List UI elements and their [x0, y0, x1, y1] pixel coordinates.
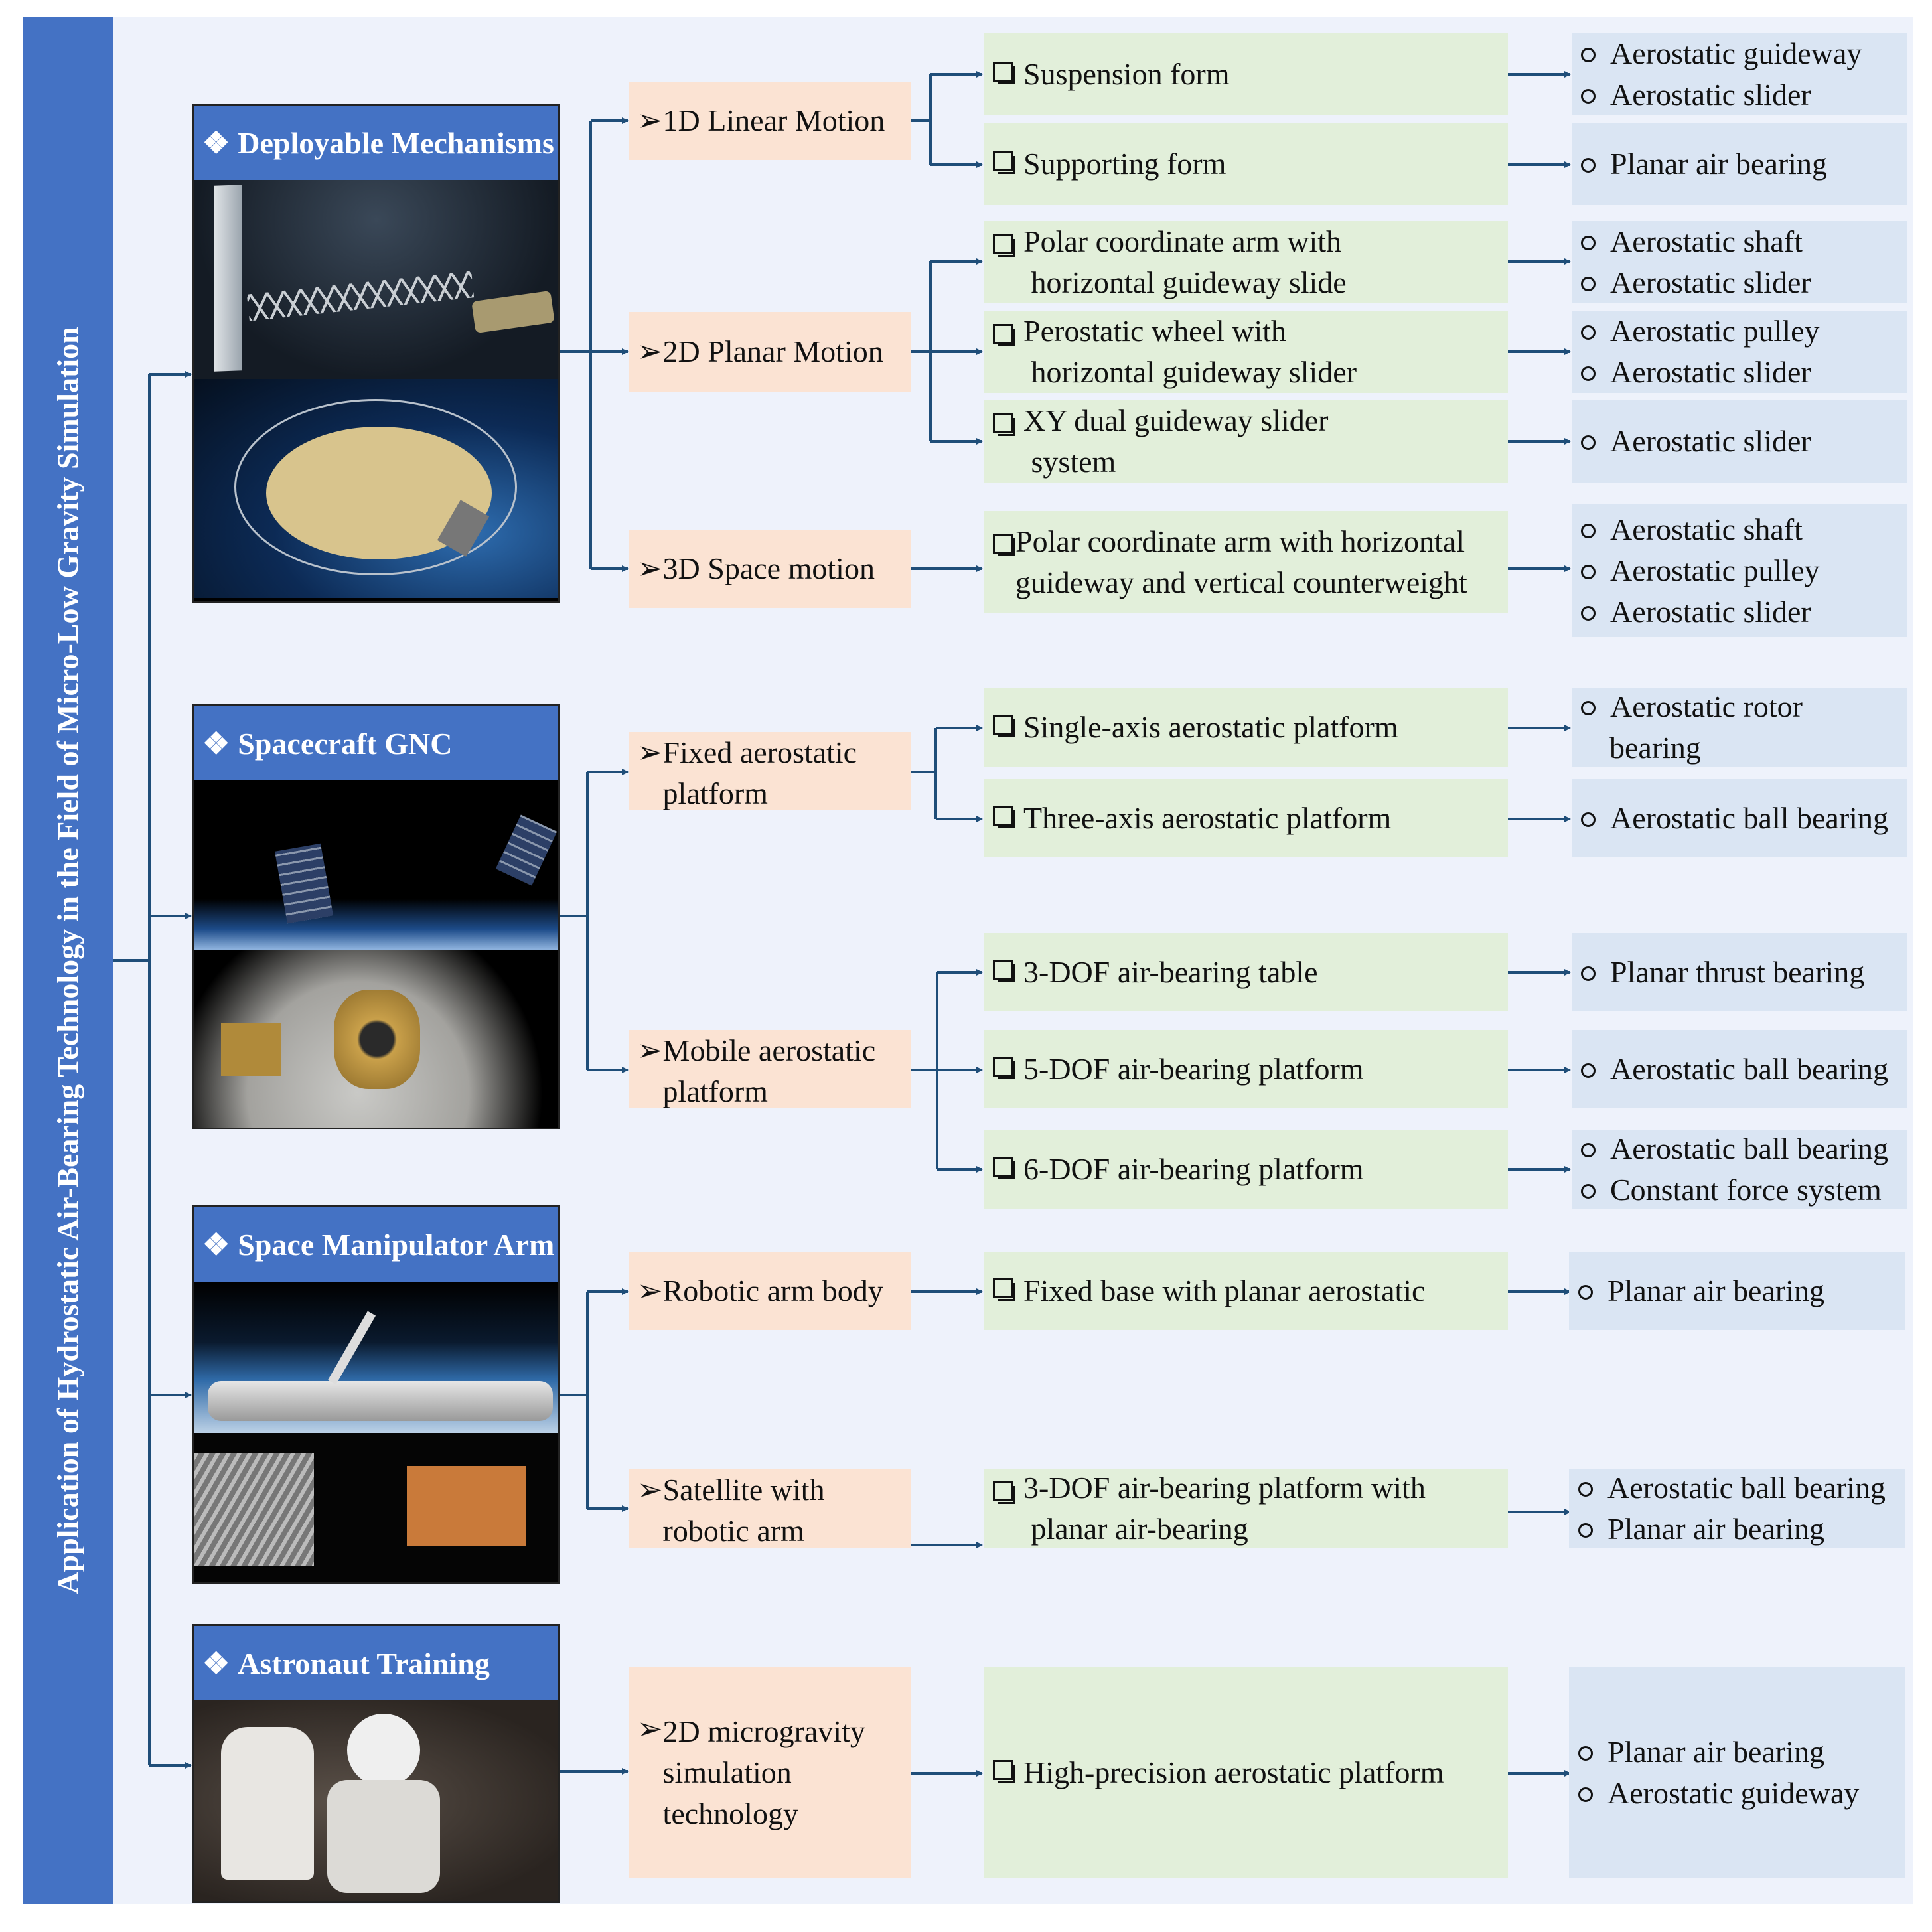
node-label: 3-DOF air-bearing table — [1023, 955, 1318, 989]
circle-bullet-icon — [1581, 812, 1596, 827]
node-label: Polar coordinate arm with horizontal guideway slide — [1023, 224, 1347, 299]
circle-bullet-icon — [1581, 1143, 1596, 1157]
diamond-bullet-icon: ❖ — [202, 126, 230, 160]
component-node — [1572, 311, 1907, 393]
checkbox-bullet-icon — [993, 234, 1013, 254]
component-node — [1569, 1252, 1905, 1330]
node-label: Mobile aerostatic platform — [662, 1033, 876, 1108]
node-label: Robotic arm body — [662, 1274, 883, 1307]
circle-bullet-icon — [1581, 1184, 1596, 1199]
method-node — [984, 1469, 1508, 1548]
diagram-title: Application of Hydrostatic Air-Bearing Technology in the Field of Micro-Low Gravity Simulation — [50, 327, 85, 1594]
node-label: XY dual guideway slider system — [1023, 404, 1329, 479]
circle-bullet-icon — [1581, 524, 1596, 538]
component-node — [1572, 221, 1907, 303]
diamond-bullet-icon: ❖ — [202, 1228, 230, 1262]
method-node — [984, 933, 1508, 1011]
satellite-arm-image — [194, 1433, 558, 1582]
node-label: 1D Linear Motion — [662, 104, 885, 137]
subcategory-node — [629, 732, 911, 810]
method-node — [984, 688, 1508, 767]
arrowhead-bullet-icon: ➢ — [637, 334, 663, 368]
checkbox-bullet-icon — [993, 1057, 1013, 1077]
circle-bullet-icon — [1578, 1746, 1593, 1761]
component-label: Planar air bearing — [1610, 147, 1827, 181]
circle-bullet-icon — [1578, 1787, 1593, 1802]
component-label: Aerostatic ball bearing — [1610, 1132, 1888, 1165]
method-node — [984, 1667, 1508, 1878]
subcategory-node — [629, 1030, 911, 1108]
category-label: Space Manipulator Arm — [238, 1227, 555, 1262]
arrowhead-bullet-icon: ➢ — [637, 104, 663, 137]
checkbox-bullet-icon — [993, 1278, 1013, 1298]
method-node — [984, 1130, 1508, 1209]
space-station-arm-image — [194, 1282, 558, 1433]
category-deployable-mechanisms — [192, 104, 560, 603]
category-spacecraft-gnc — [192, 704, 560, 1129]
category-label: Astronaut Training — [238, 1646, 490, 1680]
component-node — [1572, 123, 1907, 205]
method-node — [984, 311, 1508, 393]
circle-bullet-icon — [1581, 158, 1596, 173]
node-label: Fixed aerostatic platform — [662, 735, 857, 810]
circle-bullet-icon — [1578, 1482, 1593, 1497]
component-node — [1572, 1030, 1907, 1108]
component-node — [1569, 1469, 1905, 1548]
component-node — [1572, 504, 1907, 637]
checkbox-bullet-icon — [993, 960, 1013, 980]
circle-bullet-icon — [1581, 435, 1596, 450]
node-label: 6-DOF air-bearing platform — [1023, 1152, 1364, 1186]
subcategory-node — [629, 1252, 911, 1330]
arrowhead-bullet-icon: ➢ — [637, 735, 663, 769]
component-label: Aerostatic guideway — [1607, 1776, 1860, 1810]
circle-bullet-icon — [1581, 1063, 1596, 1078]
arrowhead-bullet-icon: ➢ — [637, 1033, 663, 1067]
circle-bullet-icon — [1581, 236, 1596, 250]
component-label: Constant force system — [1610, 1173, 1882, 1207]
checkbox-bullet-icon — [993, 1481, 1013, 1501]
circle-bullet-icon — [1578, 1285, 1593, 1300]
deployable-antenna-image — [194, 379, 558, 598]
node-label: Perostatic wheel with horizontal guideway slider — [1023, 314, 1357, 389]
node-label: High-precision aerostatic platform — [1023, 1755, 1444, 1789]
method-node — [984, 123, 1508, 205]
component-node — [1572, 688, 1907, 767]
method-node — [984, 33, 1508, 115]
circle-bullet-icon — [1581, 366, 1596, 381]
node-label: Single-axis aerostatic platform — [1023, 710, 1398, 744]
checkbox-bullet-icon — [993, 715, 1013, 735]
solar-array-image — [194, 180, 558, 379]
component-label: Aerostatic ball bearing — [1607, 1471, 1886, 1505]
diamond-bullet-icon: ❖ — [202, 727, 230, 761]
node-label: Three-axis aerostatic platform — [1023, 801, 1392, 835]
subcategory-node — [629, 82, 911, 160]
component-label: Aerostatic guideway — [1610, 37, 1862, 70]
component-label: Aerostatic pulley — [1610, 554, 1820, 587]
component-label: Aerostatic rotor — [1610, 690, 1803, 723]
arrowhead-bullet-icon: ➢ — [637, 1274, 663, 1307]
component-label: Aerostatic slider — [1610, 595, 1811, 629]
node-label: Fixed base with planar aerostatic — [1023, 1274, 1426, 1307]
node-label: Polar coordinate arm with horizontal guideway and vertical counterweight — [1015, 524, 1467, 599]
method-node — [984, 400, 1508, 483]
method-node — [984, 1252, 1508, 1330]
circle-bullet-icon — [1578, 1523, 1593, 1538]
subcategory-node — [629, 1469, 911, 1548]
checkbox-bullet-icon — [993, 534, 1013, 554]
checkbox-bullet-icon — [993, 324, 1013, 344]
component-label: Planar air bearing — [1607, 1735, 1824, 1769]
method-node — [984, 779, 1508, 857]
checkbox-bullet-icon — [993, 62, 1013, 82]
circle-bullet-icon — [1581, 48, 1596, 62]
category-label: Spacecraft GNC — [238, 726, 453, 761]
checkbox-bullet-icon — [993, 413, 1013, 433]
method-node — [984, 1030, 1508, 1108]
component-label: bearing — [1609, 731, 1701, 765]
diamond-bullet-icon: ❖ — [202, 1647, 230, 1680]
circle-bullet-icon — [1581, 277, 1596, 291]
node-label: 2D Planar Motion — [662, 334, 883, 368]
node-label: 3-DOF air-bearing platform with planar air-bearing — [1023, 1471, 1426, 1546]
category-label: Deployable Mechanisms — [238, 125, 554, 160]
node-label: Suspension form — [1023, 57, 1230, 91]
subcategory-node — [629, 530, 911, 608]
component-label: Aerostatic slider — [1610, 78, 1811, 111]
lunar-spacecraft-image — [194, 950, 558, 1128]
circle-bullet-icon — [1581, 325, 1596, 340]
astronaut-image — [194, 1700, 558, 1901]
category-space-manipulator-arm — [192, 1205, 560, 1584]
node-label: 3D Space motion — [662, 552, 875, 585]
method-node — [984, 221, 1508, 303]
circle-bullet-icon — [1581, 89, 1596, 104]
subcategory-node — [629, 1667, 911, 1878]
checkbox-bullet-icon — [993, 1157, 1013, 1177]
arrowhead-bullet-icon: ➢ — [637, 552, 663, 585]
component-node — [1572, 933, 1907, 1011]
circle-bullet-icon — [1581, 701, 1596, 715]
component-label: Planar thrust bearing — [1610, 955, 1865, 989]
method-node — [984, 511, 1508, 613]
circle-bullet-icon — [1581, 565, 1596, 579]
checkbox-bullet-icon — [993, 1760, 1013, 1780]
component-label: Aerostatic shaft — [1610, 224, 1803, 258]
component-label: Aerostatic ball bearing — [1610, 1052, 1888, 1086]
checkbox-bullet-icon — [993, 806, 1013, 826]
component-node — [1572, 1130, 1907, 1209]
circle-bullet-icon — [1581, 966, 1596, 981]
component-label: Planar air bearing — [1607, 1512, 1824, 1546]
component-label: Aerostatic shaft — [1610, 512, 1803, 546]
component-label: Aerostatic pulley — [1610, 314, 1820, 348]
component-label: Aerostatic slider — [1610, 355, 1811, 389]
component-node — [1572, 400, 1907, 483]
component-label: Aerostatic slider — [1610, 265, 1811, 299]
node-label: 5-DOF air-bearing platform — [1023, 1052, 1364, 1086]
checkbox-bullet-icon — [993, 151, 1013, 171]
component-label: Aerostatic ball bearing — [1610, 801, 1888, 835]
circle-bullet-icon — [1581, 606, 1596, 621]
component-node — [1569, 1667, 1905, 1878]
node-label: 2D microgravity simulation technology — [662, 1714, 865, 1830]
node-label: Satellite with robotic arm — [662, 1473, 825, 1548]
component-label: Planar air bearing — [1607, 1274, 1824, 1307]
component-node — [1572, 33, 1907, 115]
component-label: Aerostatic slider — [1610, 424, 1811, 458]
component-node — [1572, 779, 1907, 857]
category-astronaut-training — [192, 1624, 560, 1903]
arrowhead-bullet-icon: ➢ — [637, 1712, 663, 1746]
subcategory-node — [629, 312, 911, 392]
cubesat-image — [194, 780, 558, 950]
arrowhead-bullet-icon: ➢ — [637, 1473, 663, 1507]
node-label: Supporting form — [1023, 147, 1226, 181]
